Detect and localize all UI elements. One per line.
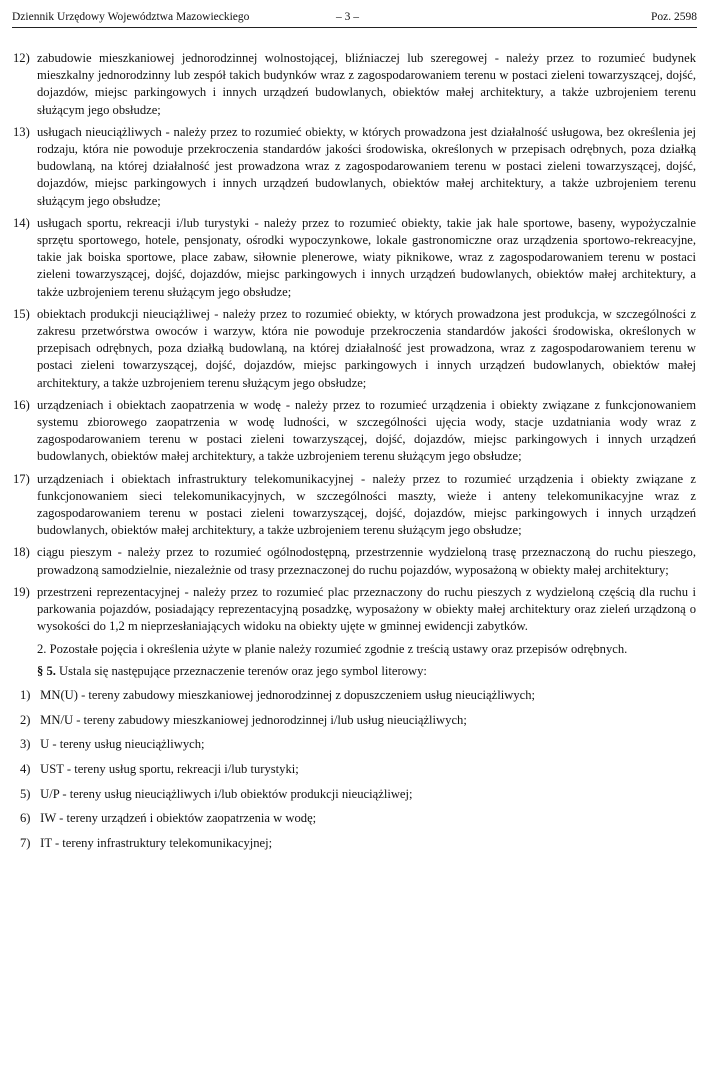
section-5-heading [13,663,696,680]
section-text: Ustala się następujące przeznaczenie terenów oraz jego symbol literowy: [59,663,427,678]
position-number: Poz. 2598 [651,11,697,23]
definition-item [13,124,696,210]
symbol-number: 7) [20,836,31,851]
land-use-symbol-list [20,687,696,852]
symbol-number: 5) [20,786,31,801]
definition-number: 14) [13,215,30,230]
symbol-number: 4) [20,762,31,777]
definition-text: zabudowie mieszkaniowej jednorodzinnej wolnostojącej, bliźniaczej lub szeregowej - należy przez to rozumieć budynek mieszkalny jednorodzinny lub zespół takich budynków wraz z zagospodarowaniem terenu w postaci zieleni towarzyszącej, dojść, dojazdów, miejsc parkingowych i innych urządzeń budowlanych, obiektów małej architektury, a także uzbrojeniem terenu służącym jego obsłudze; [37,51,696,117]
definition-text: urządzeniach i obiektach zaopatrzenia w wodę - należy przez to rozumieć urządzenia i obiekty związane z funkcjonowaniem systemu zbiorowego zaopatrzenia w wodę ludności, w szczególności ujęcia wody, stacje uzdatniania wody wraz z zagospodarowaniem terenu w postaci zieleni towarzyszącej, dojść, dojazdów, miejsc parkingowych i innych urządzeń budowlanych, obiektów małej architektury, a także uzbrojeniem terenu służącym jego obsłudze; [37,397,696,464]
symbol-number: 2) [20,712,31,727]
definition-number: 17) [13,471,30,486]
definition-text: usługach nieuciążliwych - należy przez to rozumieć obiekty, w których prowadzona jest działalność usługowa, bez określenia jej rodzaju, która nie powoduje przekroczenia standardów jakości środowiska, określonych w przepisach odrębnych, poza działką budowlaną, na której działalność jest prowadzona wraz z zagospodarowaniem terenu w postaci zieleni towarzyszącej, dojść, dojazdów, miejsc parkingowych i innych urządzeń budowlanych, obiektów małej architektury, a także uzbrojeniem terenu służącym jego obsłudze; [37,124,696,208]
symbol-item [20,736,696,753]
definition-text: obiektach produkcji nieuciążliwej - należy przez to rozumieć obiekty, w których prowadzona jest produkcja, w szczególności z zakresu przetwórstwa owoców i warzyw, która nie powoduje przekroczenia standardów jakości środowiska, określonych w przepisach odrębnych, poza działką budowlaną, na której działalność jest prowadzona, wraz z zagospodarowaniem terenu w postaci zieleni towarzyszącej, dojść, dojazdów, miejsc parkingowych i innych urządzeń budowlanych, obiektów małej architektury, a także uzbrojeniem terenu służącym jego obsłudze; [37,306,696,390]
symbol-item [20,810,696,827]
definition-text: usługach sportu, rekreacji i/lub turystyki - należy przez to rozumieć obiekty, takie jak hale sportowe, baseny, wypożyczalnie sprzętu sportowego, hotele, pensjonaty, ośrodki wypoczynkowe, lokale gastronomiczne oraz urządzenia sportowo-rekreacyjne, takie jak boiska sportowe, place zabaw, siłownie plenerowe, wiaty piknikowe, wraz z zagospodarowaniem terenu w postaci zieleni towarzyszącej, dojść, dojazdów, miejsc parkingowych i innych urządzeń budowlanych, obiektów małej architektury, a także uzbrojeniem terenu służącym jego obsłudze; [37,215,696,299]
page-header [12,9,697,28]
journal-title: Dziennik Urzędowy Województwa Mazowieckiego [12,11,250,23]
symbol-text: U - tereny usług nieuciążliwych; [40,737,205,752]
definition-number: 16) [13,397,30,412]
symbol-item [20,712,696,729]
definition-item [13,471,696,540]
symbol-text: MN(U) - tereny zabudowy mieszkaniowej jednorodzinnej z dopuszczeniem usług nieuciążliwych; [40,687,535,702]
section-label: § 5. [37,663,56,678]
definition-number: 18) [13,545,30,560]
definition-item [13,397,696,466]
document-body [13,50,696,860]
definition-item [13,50,696,119]
definition-number: 15) [13,306,30,321]
symbol-item [20,687,696,704]
symbol-text: IW - tereny urządzeń i obiektów zaopatrzenia w wodę; [40,811,317,826]
symbol-text: UST - tereny usług sportu, rekreacji i/lub turystyki; [40,762,299,777]
paragraph-2: 2. Pozostałe pojęcia i określenia użyte w planie należy rozumieć zgodnie z treścią ustawy oraz przepisów odrębnych. [37,641,628,656]
symbol-item [20,835,696,852]
definition-number: 12) [13,51,30,65]
symbol-item [20,786,696,803]
definition-item [13,306,696,392]
symbol-text: MN/U - tereny zabudowy mieszkaniowej jednorodzinnej i/lub usług nieuciążliwych; [40,712,467,727]
page-number: – 3 – [336,11,359,23]
symbol-number: 3) [20,737,31,752]
definition-item [13,584,696,636]
definition-item [13,544,696,578]
symbol-number: 6) [20,811,31,826]
symbol-text: U/P - tereny usług nieuciążliwych i/lub obiektów produkcji nieuciążliwej; [40,786,413,801]
definition-text: urządzeniach i obiektach infrastruktury telekomunikacyjnej - należy przez to rozumieć urządzenia i obiekty związane z funkcjonowaniem sieci telekomunikacyjnych, w szczególności maszty, wieże i anteny telekomunikacyjne wraz z zagospodarowaniem terenu w postaci zieleni towarzyszącej, dojść, dojazdów, miejsc parkingowych i innych urządzeń budowlanych, obiektów małej architektury, a także uzbrojeniem terenu służącym jego obsłudze; [37,471,696,538]
definition-text: przestrzeni reprezentacyjnej - należy przez to rozumieć plac przeznaczony do ruchu pieszych z wydzieloną częścią dla ruchu i parkowania pojazdów, posiadający reprezentacyjną posadzkę, wyposażony w obiekty małej architektury oraz zieleń urządzoną o wysokości do 1,2 m nieprzesłaniających widoku na obiekty ujęte w gminnej ewidencji zabytków. [37,584,696,634]
symbol-number: 1) [20,687,31,702]
definition-item [13,215,696,301]
symbol-text: IT - tereny infrastruktury telekomunikacyjnej; [40,836,273,851]
definition-text: ciągu pieszym - należy przez to rozumieć ogólnodostępną, przestrzennie wydzieloną trasę przeznaczoną do ruchu pieszego, prowadzoną samodzielnie, niezależnie od trasy przeznaczonej do ruchu pojazdów, wyposażoną w obiekty małej architektury; [37,545,696,577]
symbol-item [20,761,696,778]
definition-number: 19) [13,584,30,599]
definition-number: 13) [13,124,30,139]
